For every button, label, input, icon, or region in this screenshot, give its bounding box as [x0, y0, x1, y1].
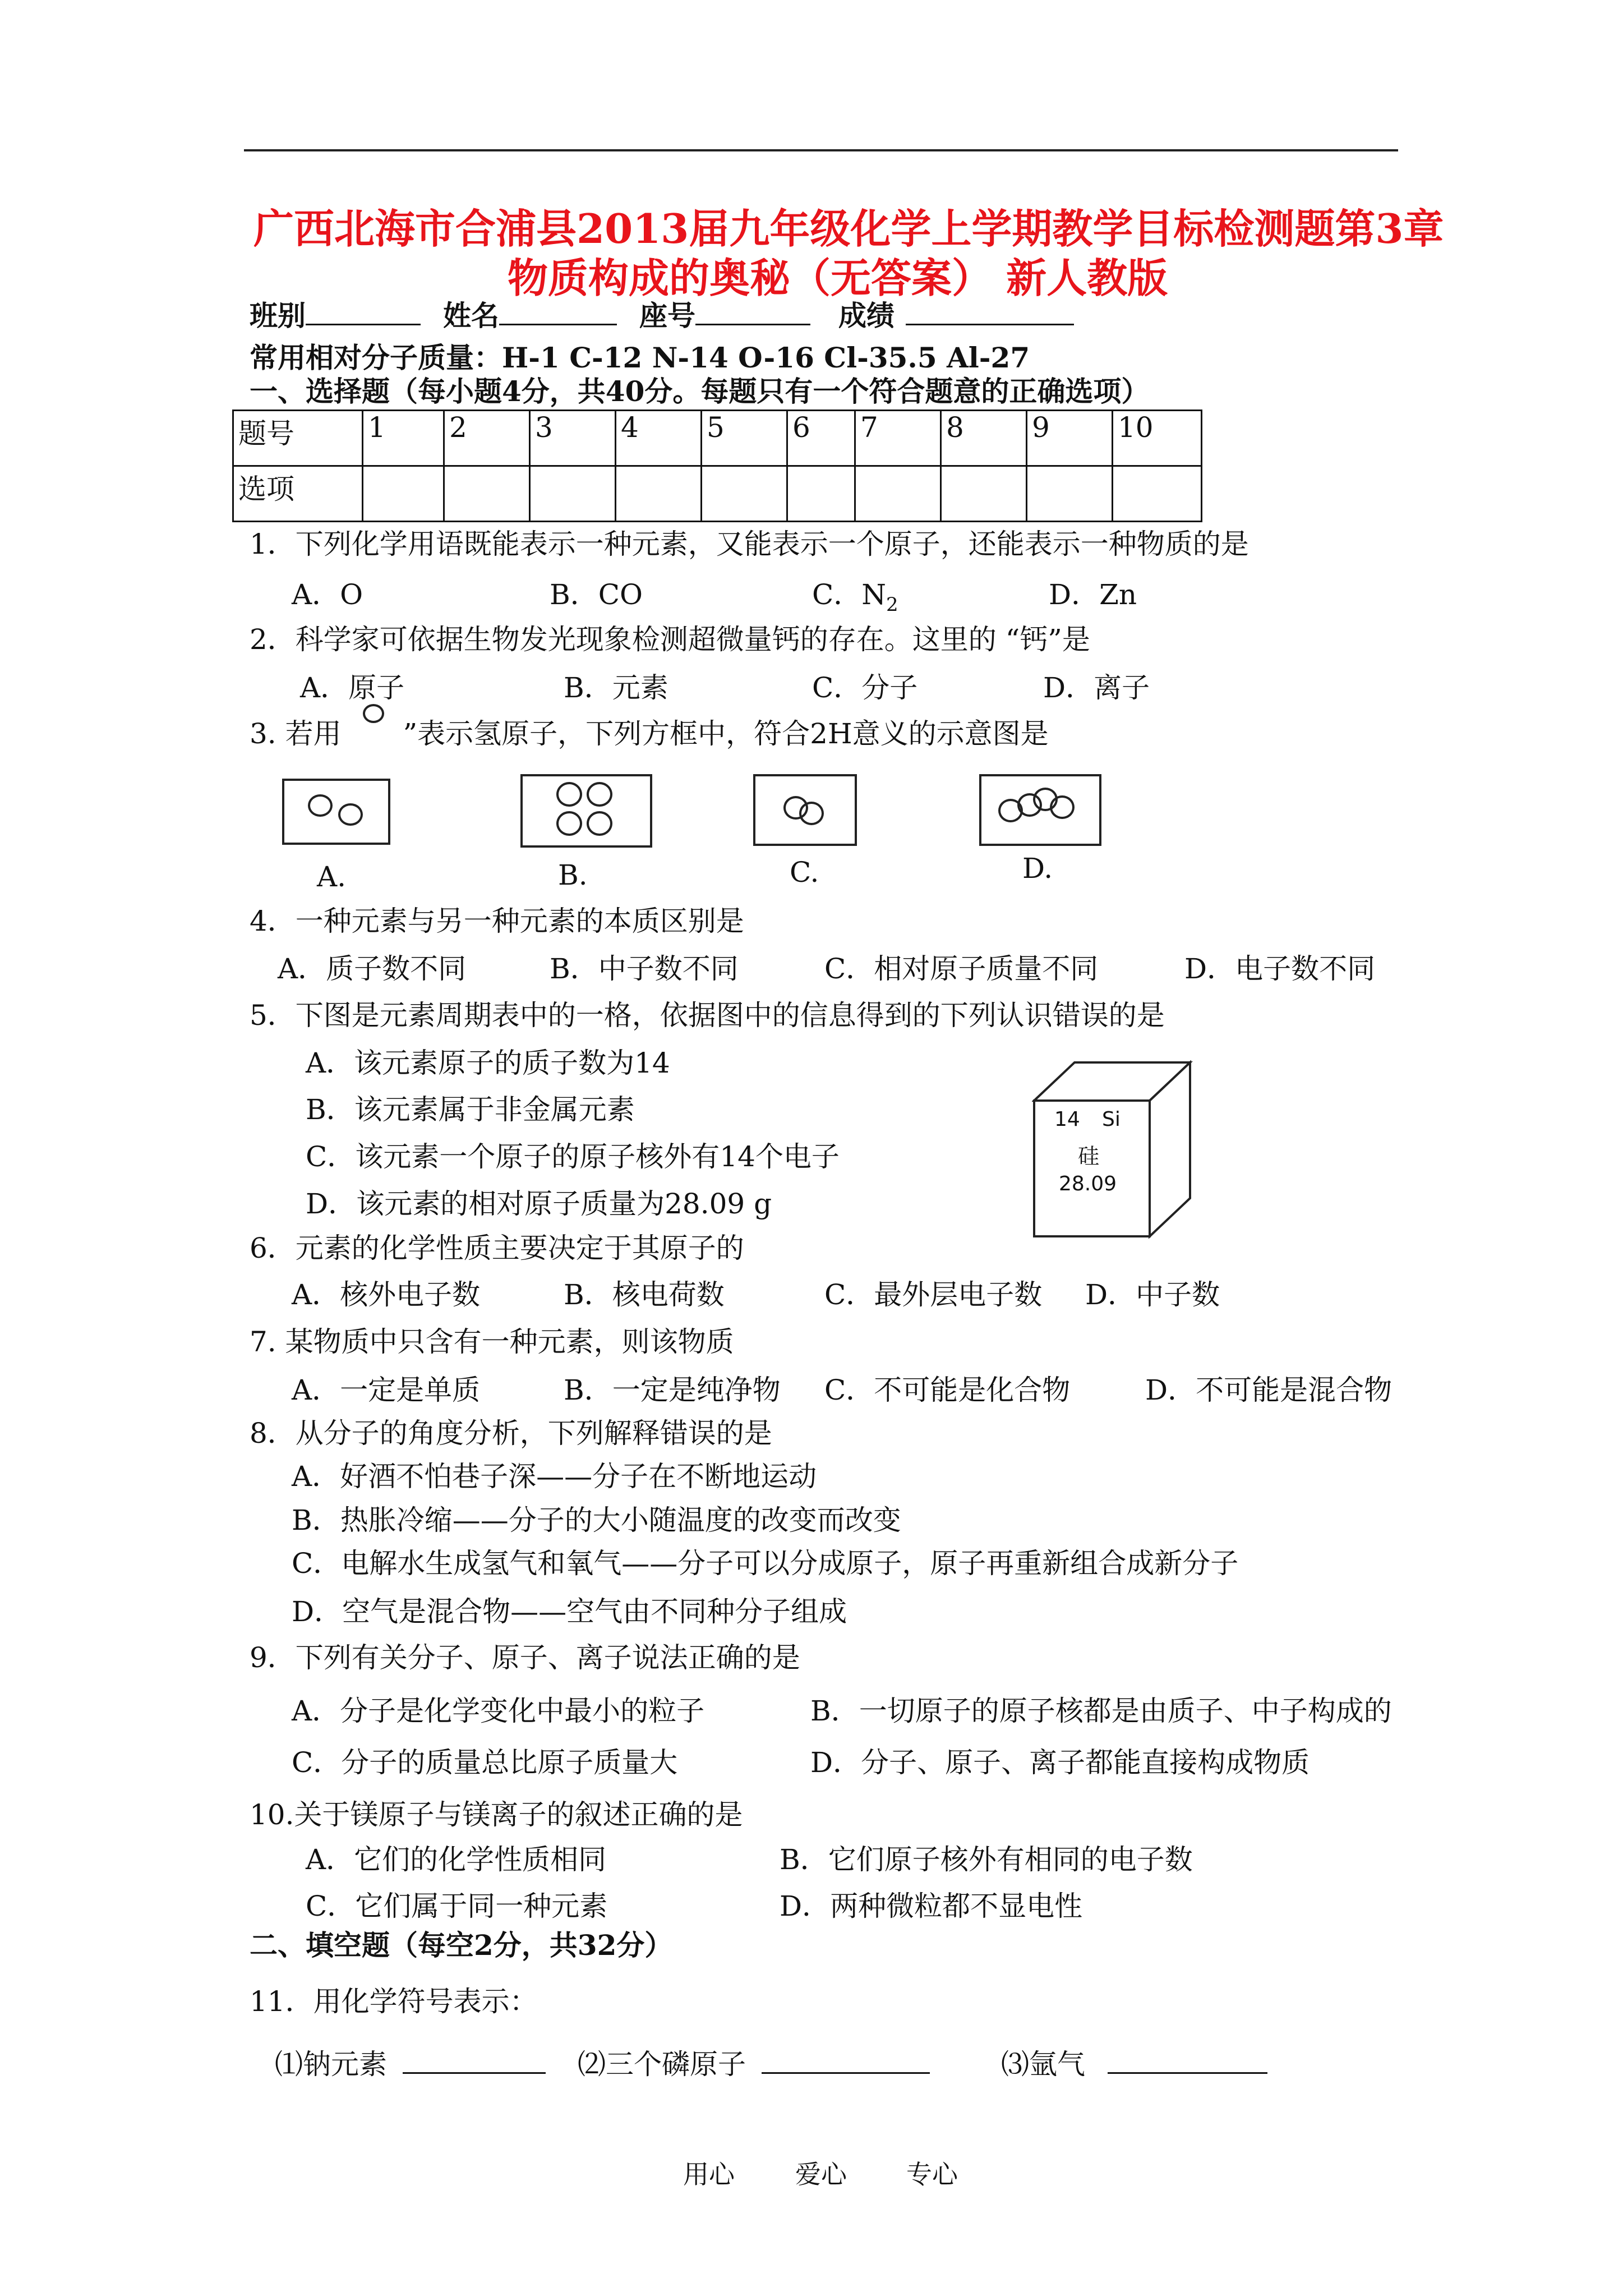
q11-part1-label: ⑴钠元素: [275, 2048, 387, 2081]
class-label: 班别: [250, 299, 306, 332]
table-cell-number: 5: [702, 411, 787, 466]
class-blank[interactable]: [306, 299, 421, 325]
footer-text-2: 爱心: [795, 2159, 847, 2189]
diagram-label-c: C.: [790, 856, 819, 889]
atom-circle: [587, 811, 612, 836]
table-cell-number: 4: [616, 411, 702, 466]
q10-option-c: C．它们属于同一种元素: [306, 1890, 608, 1922]
q8-option-b: B．热胀冷缩——分子的大小随温度的改变而改变: [292, 1504, 901, 1536]
hydrogen-atom-icon: [342, 721, 403, 743]
atom-circle: [556, 782, 582, 807]
q6-stem: 6．元素的化学性质主要决定于其原子的: [250, 1232, 744, 1264]
student-info-line: [250, 299, 1074, 333]
q6-option-a: A．核外电子数: [292, 1278, 481, 1311]
q6-option-b: B．核电荷数: [564, 1278, 725, 1311]
name-blank[interactable]: [499, 299, 617, 325]
q4-option-b: B．中子数不同: [550, 953, 739, 985]
table-cell-number: 9: [1027, 411, 1113, 466]
diagram-box-b: [520, 774, 652, 848]
q7-option-b: B．一定是纯净物: [564, 1374, 781, 1406]
section2-heading: 二、填空题（每空2分，共32分）: [250, 1929, 673, 1962]
q5-stem: 5．下图是元素周期表中的一格，依据图中的信息得到的下列认识错误的是: [250, 999, 1165, 1032]
answer-cell[interactable]: [702, 466, 787, 522]
q2-option-b: B．元素: [564, 671, 668, 704]
table-cell-number: 8: [941, 411, 1027, 466]
answer-cell[interactable]: [787, 466, 855, 522]
q4-option-a: A．质子数不同: [278, 953, 467, 985]
q4-option-d: D．电子数不同: [1184, 953, 1376, 985]
q2-stem: 2．科学家可依据生物发光现象检测超微量钙的存在。这里的 “钙”是: [250, 623, 1090, 656]
q7-option-c: C．不可能是化合物: [824, 1374, 1071, 1406]
q4-option-c: C．相对原子质量不同: [824, 953, 1099, 985]
seat-blank[interactable]: [695, 299, 810, 325]
title-line-2: 物质构成的奥秘（无答案） 新人教版: [508, 254, 1168, 302]
atom-circle: [1050, 795, 1075, 819]
atom-circle: [587, 782, 612, 807]
q11-stem: 11．用化学符号表示：: [250, 1985, 538, 2018]
q3-stem-pre: 3. 若用: [250, 717, 342, 750]
q2-option-d: D．离子: [1043, 671, 1150, 704]
q1-stem: 1．下列化学用语既能表示一种元素，又能表示一个原子，还能表示一种物质的是: [250, 528, 1249, 560]
answer-cell[interactable]: [941, 466, 1027, 522]
q7-stem: 7. 某物质中只含有一种元素，则该物质: [250, 1326, 734, 1358]
q11-part1-blank[interactable]: [403, 2047, 546, 2074]
q2-option-c: C．分子: [812, 671, 918, 704]
q11-part2: [578, 2047, 930, 2081]
q10-option-b: B．它们原子核外有相同的电子数: [780, 1843, 1193, 1876]
answer-cell[interactable]: [1027, 466, 1113, 522]
score-blank[interactable]: [906, 299, 1074, 325]
atom-circle: [556, 811, 582, 836]
q5-option-c: C．该元素一个原子的原子核外有14个电子: [306, 1140, 840, 1173]
diagram-box-a: [282, 779, 390, 845]
q11-part2-blank[interactable]: [762, 2047, 930, 2074]
answer-cell[interactable]: [855, 466, 941, 522]
q3-stem: [250, 717, 1049, 751]
q10-stem: 10.关于镁原子与镁离子的叙述正确的是: [250, 1798, 743, 1831]
q1-option-c-subscript: 2: [886, 593, 898, 616]
answer-cell[interactable]: [444, 466, 530, 522]
atom-circle: [338, 803, 363, 826]
atom-circle: [799, 802, 824, 825]
q2-option-a: A．原子: [300, 671, 405, 704]
seat-label: 座号: [639, 299, 695, 332]
q5-option-a: A．该元素原子的质子数为14: [306, 1047, 670, 1079]
section1-heading: 一、选择题（每小题4分，共40分。每题只有一个符合题意的正确选项）: [250, 375, 1150, 408]
diagram-box-d: [979, 774, 1101, 846]
title-line-1: 广西北海市合浦县2013届九年级化学上学期教学目标检测题第3章: [253, 205, 1444, 252]
periodic-cell-name: 硅: [1078, 1144, 1100, 1168]
table-cell-number: 10: [1113, 411, 1202, 466]
q9-option-b: B．一切原子的原子核都是由质子、中子构成的: [810, 1695, 1392, 1727]
q9-stem: 9．下列有关分子、原子、离子说法正确的是: [250, 1641, 800, 1674]
table-row-numbers: [233, 411, 1202, 466]
table-cell-number: 3: [530, 411, 616, 466]
atomic-mass-line: 常用相对分子质量：H-1 C-12 N-14 O-16 Cl-35.5 Al-27: [250, 341, 1030, 374]
diagram-label-a: A.: [317, 861, 347, 893]
score-label: 成绩: [838, 299, 895, 332]
q11-part1: [275, 2047, 546, 2081]
q8-option-a: A．好酒不怕巷子深——分子在不断地运动: [292, 1460, 817, 1493]
q5-option-b: B．该元素属于非金属元素: [306, 1093, 635, 1126]
row-label-number: 题号: [233, 411, 363, 466]
q5-option-d: D．该元素的相对原子质量为28.09 g: [306, 1188, 772, 1220]
footer-text-1: 用心: [683, 2159, 735, 2189]
answer-cell[interactable]: [1113, 466, 1202, 522]
q1-option-c: [812, 578, 898, 622]
q10-option-a: A．它们的化学性质相同: [306, 1843, 607, 1876]
top-rule: [244, 149, 1398, 151]
q10-option-d: D．两种微粒都不显电性: [780, 1890, 1083, 1922]
table-cell-number: 7: [855, 411, 941, 466]
periodic-cell-symbol: Si: [1102, 1108, 1121, 1131]
answer-table: [232, 409, 1202, 522]
q1-option-b: B．CO: [550, 578, 643, 611]
periodic-cell-mass: 28.09: [1059, 1172, 1117, 1195]
q1-option-c-text: C．N: [812, 578, 887, 611]
diagram-label-b: B.: [558, 859, 588, 891]
q1-option-a: A．O: [292, 578, 363, 611]
q7-option-a: A．一定是单质: [292, 1374, 481, 1406]
q4-stem: 4．一种元素与另一种元素的本质区别是: [250, 905, 744, 937]
table-row-answers: [233, 466, 1202, 522]
footer-text-3: 专心: [906, 2159, 958, 2189]
q11-part2-label: ⑵三个磷原子: [578, 2048, 746, 2081]
q7-option-d: D．不可能是混合物: [1145, 1374, 1393, 1406]
q9-option-c: C．分子的质量总比原子质量大: [292, 1746, 678, 1779]
q9-option-a: A．分子是化学变化中最小的粒子: [292, 1695, 705, 1727]
diagram-label-d: D.: [1022, 852, 1053, 885]
answer-cell[interactable]: [616, 466, 702, 522]
q1-option-d: D．Zn: [1049, 578, 1137, 611]
periodic-cell-box: [1032, 1060, 1195, 1245]
table-cell-number: 6: [787, 411, 855, 466]
q9-option-d: D．分子、原子、离子都能直接构成物质: [810, 1746, 1310, 1779]
row-label-answer: 选项: [233, 466, 363, 522]
periodic-cell-number: 14: [1054, 1108, 1080, 1131]
table-cell-number: 2: [444, 411, 530, 466]
name-label: 姓名: [443, 299, 499, 332]
diagram-box-c: [753, 774, 857, 846]
q6-option-d: D．中子数: [1085, 1278, 1220, 1311]
q8-stem: 8．从分子的角度分析，下列解释错误的是: [250, 1417, 772, 1450]
q11-part3-blank[interactable]: [1108, 2047, 1267, 2074]
q8-option-c: C．电解水生成氢气和氧气——分子可以分成原子，原子再重新组合成新分子: [292, 1547, 1239, 1580]
q11-part3: [1001, 2047, 1267, 2081]
atom-circle: [308, 794, 333, 817]
answer-cell[interactable]: [363, 466, 444, 522]
q6-option-c: C．最外层电子数: [824, 1278, 1043, 1311]
q3-stem-post: ”表示氢原子，下列方框中，符合2H意义的示意图是: [403, 717, 1049, 750]
q11-part3-label: ⑶氩气: [1001, 2048, 1085, 2081]
table-cell-number: 1: [363, 411, 444, 466]
q8-option-d: D．空气是混合物——空气由不同种分子组成: [292, 1595, 847, 1628]
answer-cell[interactable]: [530, 466, 616, 522]
